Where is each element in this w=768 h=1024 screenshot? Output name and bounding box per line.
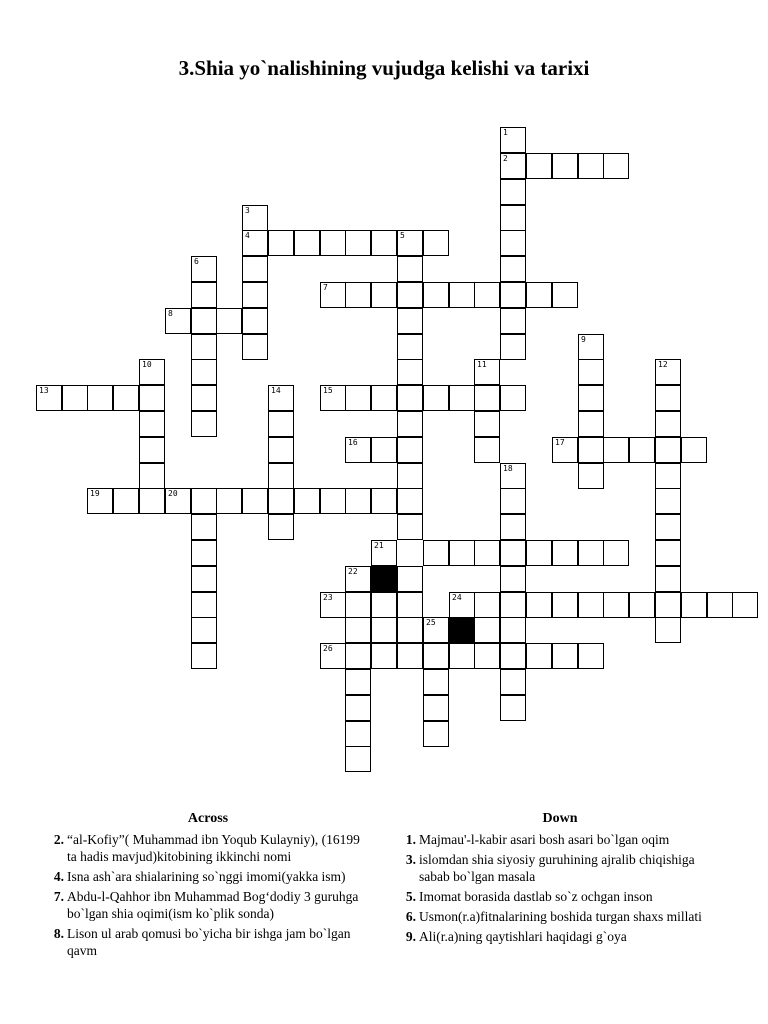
clue-number: 2. (53, 832, 64, 847)
grid-cell[interactable] (423, 617, 449, 643)
grid-cell[interactable] (500, 566, 526, 592)
grid-cell[interactable] (603, 437, 629, 463)
grid-cell[interactable] (191, 617, 217, 643)
grid-cell[interactable] (500, 230, 526, 256)
grid-cell[interactable] (655, 411, 681, 437)
grid-cell[interactable] (139, 463, 165, 489)
cell-number: 9 (581, 335, 586, 344)
grid-cell[interactable] (371, 643, 397, 669)
grid-cell[interactable] (449, 282, 475, 308)
grid-cell[interactable] (397, 617, 423, 643)
clue-down-1 (400, 831, 720, 848)
clue-down-5 (400, 888, 720, 905)
grid-cell[interactable] (320, 488, 346, 514)
grid-cell[interactable] (655, 514, 681, 540)
clue-number: 5. (405, 889, 416, 904)
grid-cell[interactable] (62, 385, 88, 411)
grid-cell[interactable] (397, 463, 423, 489)
clue-across-2 (48, 831, 368, 865)
grid-cell[interactable] (552, 153, 578, 179)
grid-cell[interactable] (191, 514, 217, 540)
grid-cell[interactable] (345, 282, 371, 308)
clue-number: 9. (405, 929, 416, 944)
grid-cell[interactable] (423, 540, 449, 566)
grid-cell[interactable] (500, 514, 526, 540)
grid-cell[interactable] (449, 540, 475, 566)
grid-cell[interactable] (268, 385, 294, 411)
clue-text: “al-Kofiy”( Muhammad ibn Yoqub Kulayniy), (16199 ta hadis mavjud)kitobining ikkinchi nomi (67, 832, 360, 864)
grid-cell[interactable] (191, 643, 217, 669)
grid-cell[interactable] (681, 592, 707, 618)
grid-cell[interactable] (371, 385, 397, 411)
grid-cell[interactable] (397, 411, 423, 437)
grid-cell[interactable] (655, 592, 681, 618)
grid-cell[interactable] (191, 308, 217, 334)
grid-cell[interactable] (242, 230, 268, 256)
cell-number: 17 (555, 438, 565, 447)
grid-cell[interactable] (578, 411, 604, 437)
grid-cell[interactable] (320, 230, 346, 256)
grid-cell[interactable] (629, 592, 655, 618)
grid-cell[interactable] (578, 385, 604, 411)
grid-cell[interactable] (397, 514, 423, 540)
grid-cell[interactable] (707, 592, 733, 618)
grid-cell[interactable] (268, 230, 294, 256)
cell-number: 8 (168, 309, 173, 318)
clue-across-4 (48, 868, 368, 885)
grid-cell[interactable] (655, 359, 681, 385)
grid-cell[interactable] (294, 488, 320, 514)
clue-text: Imomat borasida dastlab so`z ochgan inson (419, 889, 653, 904)
grid-cell[interactable] (191, 411, 217, 437)
grid-cell[interactable] (397, 643, 423, 669)
grid-cell[interactable] (526, 592, 552, 618)
grid-cell[interactable] (139, 385, 165, 411)
page-title: 3.Shia yo`nalishining vujudga kelishi va tarixi (178, 56, 590, 80)
grid-cell[interactable] (500, 540, 526, 566)
cell-number: 10 (142, 360, 152, 369)
clue-text: Lison ul arab qomusi bo`yicha bir ishga jam bo`lgan qavm (67, 926, 351, 958)
clue-text: Ali(r.a)ning qaytishlari haqidagi g`oya (419, 929, 627, 944)
grid-cell[interactable] (345, 488, 371, 514)
clue-down-3 (400, 851, 720, 885)
grid-cell[interactable] (397, 437, 423, 463)
grid-cell[interactable] (552, 643, 578, 669)
grid-cell[interactable] (655, 463, 681, 489)
grid-cell[interactable] (397, 566, 423, 592)
cell-number: 25 (426, 618, 436, 627)
grid-cell[interactable] (423, 669, 449, 695)
cell-number: 4 (245, 231, 250, 240)
grid-cell[interactable] (242, 334, 268, 360)
grid-cell[interactable] (191, 488, 217, 514)
grid-cell[interactable] (345, 669, 371, 695)
grid-cell[interactable] (578, 592, 604, 618)
grid-block (449, 617, 475, 643)
grid-cell[interactable] (268, 488, 294, 514)
grid-cell[interactable] (500, 669, 526, 695)
grid-cell[interactable] (139, 411, 165, 437)
grid-cell[interactable] (500, 127, 526, 153)
clue-down-9 (400, 928, 720, 945)
grid-cell[interactable] (397, 334, 423, 360)
cell-number: 14 (271, 386, 281, 395)
grid-cell[interactable] (474, 540, 500, 566)
cell-number: 6 (194, 257, 199, 266)
grid-cell[interactable] (345, 617, 371, 643)
grid-cell[interactable] (500, 334, 526, 360)
grid-cell[interactable] (397, 282, 423, 308)
grid-cell[interactable] (449, 643, 475, 669)
clue-text: Usmon(r.a)fitnalarining boshida turgan shaxs millati (419, 909, 702, 924)
grid-cell[interactable] (191, 592, 217, 618)
down-clues (400, 810, 720, 948)
cell-number: 21 (374, 541, 384, 550)
grid-cell[interactable] (397, 230, 423, 256)
cell-number: 18 (503, 464, 513, 473)
grid-cell[interactable] (191, 334, 217, 360)
grid-cell[interactable] (423, 695, 449, 721)
grid-cell[interactable] (500, 256, 526, 282)
grid-cell[interactable] (345, 385, 371, 411)
grid-cell[interactable] (242, 308, 268, 334)
grid-cell[interactable] (371, 540, 397, 566)
grid-cell[interactable] (423, 643, 449, 669)
grid-cell[interactable] (397, 488, 423, 514)
grid-cell[interactable] (397, 385, 423, 411)
cell-number: 24 (452, 593, 462, 602)
grid-cell[interactable] (681, 437, 707, 463)
grid-cell[interactable] (578, 334, 604, 360)
clue-number: 6. (405, 909, 416, 924)
grid-cell[interactable] (474, 359, 500, 385)
grid-cell[interactable] (500, 153, 526, 179)
grid-cell[interactable] (578, 437, 604, 463)
grid-cell[interactable] (500, 385, 526, 411)
grid-cell[interactable] (423, 385, 449, 411)
grid-cell[interactable] (500, 463, 526, 489)
grid-cell[interactable] (629, 437, 655, 463)
grid-cell[interactable] (655, 566, 681, 592)
grid-cell[interactable] (500, 592, 526, 618)
grid-cell[interactable] (474, 617, 500, 643)
clue-text: Majmau'-l-kabir asari bosh asari bo`lgan oqim (419, 832, 670, 847)
grid-cell[interactable] (397, 256, 423, 282)
clue-number: 4. (53, 869, 64, 884)
grid-cell[interactable] (320, 282, 346, 308)
grid-cell[interactable] (216, 488, 242, 514)
grid-cell[interactable] (500, 282, 526, 308)
grid-cell[interactable] (603, 153, 629, 179)
grid-cell[interactable] (397, 592, 423, 618)
grid-cell[interactable] (345, 746, 371, 772)
grid-cell[interactable] (655, 617, 681, 643)
grid-cell[interactable] (113, 488, 139, 514)
across-clues (48, 810, 368, 962)
grid-cell[interactable] (191, 385, 217, 411)
grid-cell[interactable] (603, 540, 629, 566)
clue-text: Abdu-l-Qahhor ibn Muhammad Bog‘dodiy 3 guruhga bo`lgan shia oqimi(ism ko`plik sonda) (67, 889, 359, 921)
grid-cell[interactable] (216, 308, 242, 334)
grid-cell[interactable] (165, 488, 191, 514)
grid-cell[interactable] (526, 540, 552, 566)
grid-cell[interactable] (552, 592, 578, 618)
grid-cell[interactable] (500, 308, 526, 334)
grid-cell[interactable] (36, 385, 62, 411)
cell-number: 22 (348, 567, 358, 576)
grid-cell[interactable] (500, 643, 526, 669)
grid-cell[interactable] (500, 617, 526, 643)
grid-cell[interactable] (371, 617, 397, 643)
grid-cell[interactable] (268, 463, 294, 489)
grid-cell[interactable] (449, 385, 475, 411)
cell-number: 12 (658, 360, 668, 369)
grid-cell[interactable] (578, 643, 604, 669)
grid-cell[interactable] (268, 437, 294, 463)
grid-cell[interactable] (345, 643, 371, 669)
grid-cell[interactable] (191, 566, 217, 592)
grid-cell[interactable] (139, 437, 165, 463)
grid-cell[interactable] (371, 282, 397, 308)
clue-text: islomdan shia siyosiy guruhining ajralib chiqishiga sabab bo`lgan masala (419, 852, 695, 884)
clue-across-8 (48, 925, 368, 959)
grid-cell[interactable] (423, 282, 449, 308)
grid-cell[interactable] (500, 205, 526, 231)
grid-cell[interactable] (655, 385, 681, 411)
grid-cell[interactable] (526, 153, 552, 179)
grid-cell[interactable] (474, 282, 500, 308)
grid-cell[interactable] (655, 540, 681, 566)
clue-number: 3. (405, 852, 416, 867)
grid-cell[interactable] (345, 695, 371, 721)
clue-number: 1. (405, 832, 416, 847)
clue-down-6 (400, 908, 720, 925)
grid-cell[interactable] (268, 514, 294, 540)
clue-text: Isna ash`ara shialarining so`nggi imomi(yakka ism) (67, 869, 346, 884)
cell-number: 1 (503, 128, 508, 137)
grid-cell[interactable] (320, 592, 346, 618)
grid-cell[interactable] (552, 282, 578, 308)
grid-cell[interactable] (165, 308, 191, 334)
grid-cell[interactable] (474, 437, 500, 463)
grid-cell[interactable] (732, 592, 758, 618)
grid-cell[interactable] (474, 643, 500, 669)
grid-cell[interactable] (87, 385, 113, 411)
grid-cell[interactable] (242, 256, 268, 282)
grid-cell[interactable] (500, 179, 526, 205)
cell-number: 2 (503, 154, 508, 163)
grid-cell[interactable] (345, 437, 371, 463)
cell-number: 7 (323, 283, 328, 292)
grid-cell[interactable] (268, 411, 294, 437)
grid-cell[interactable] (320, 643, 346, 669)
grid-block (371, 566, 397, 592)
grid-cell[interactable] (578, 463, 604, 489)
grid-cell[interactable] (371, 488, 397, 514)
cell-number: 16 (348, 438, 358, 447)
grid-cell[interactable] (345, 592, 371, 618)
cell-number: 26 (323, 644, 333, 653)
grid-cell[interactable] (191, 256, 217, 282)
grid-cell[interactable] (242, 488, 268, 514)
grid-cell[interactable] (397, 359, 423, 385)
grid-cell[interactable] (423, 230, 449, 256)
grid-cell[interactable] (191, 282, 217, 308)
grid-cell[interactable] (423, 721, 449, 747)
cell-number: 20 (168, 489, 178, 498)
grid-cell[interactable] (345, 566, 371, 592)
clue-number: 8. (53, 926, 64, 941)
grid-cell[interactable] (345, 230, 371, 256)
cell-number: 11 (477, 360, 487, 369)
cell-number: 5 (400, 231, 405, 240)
grid-cell[interactable] (397, 308, 423, 334)
grid-cell[interactable] (87, 488, 113, 514)
grid-cell[interactable] (552, 540, 578, 566)
grid-cell[interactable] (242, 282, 268, 308)
cell-number: 3 (245, 206, 250, 215)
grid-cell[interactable] (113, 385, 139, 411)
clue-number: 7. (53, 889, 64, 904)
grid-cell[interactable] (655, 488, 681, 514)
across-heading: Across (187, 811, 229, 826)
grid-cell[interactable] (371, 437, 397, 463)
grid-cell[interactable] (526, 282, 552, 308)
grid-cell[interactable] (474, 385, 500, 411)
grid-cell[interactable] (139, 359, 165, 385)
grid-cell[interactable] (526, 643, 552, 669)
grid-cell[interactable] (191, 540, 217, 566)
cell-number: 13 (39, 386, 49, 395)
cell-number: 23 (323, 593, 333, 602)
grid-cell[interactable] (294, 230, 320, 256)
grid-cell[interactable] (345, 721, 371, 747)
grid-cell[interactable] (371, 230, 397, 256)
grid-cell[interactable] (578, 540, 604, 566)
grid-cell[interactable] (578, 359, 604, 385)
grid-cell[interactable] (500, 488, 526, 514)
cell-number: 15 (323, 386, 333, 395)
grid-cell[interactable] (578, 153, 604, 179)
grid-cell[interactable] (655, 437, 681, 463)
grid-cell[interactable] (603, 592, 629, 618)
down-heading: Down (542, 811, 578, 826)
grid-cell[interactable] (474, 411, 500, 437)
cell-number: 19 (90, 489, 100, 498)
grid-cell[interactable] (191, 359, 217, 385)
grid-cell[interactable] (320, 385, 346, 411)
grid-cell[interactable] (371, 592, 397, 618)
grid-cell[interactable] (139, 488, 165, 514)
grid-cell[interactable] (552, 437, 578, 463)
grid-cell[interactable] (474, 592, 500, 618)
grid-cell[interactable] (500, 695, 526, 721)
grid-cell[interactable] (449, 592, 475, 618)
grid-cell[interactable] (242, 205, 268, 231)
clue-across-7 (48, 888, 368, 922)
